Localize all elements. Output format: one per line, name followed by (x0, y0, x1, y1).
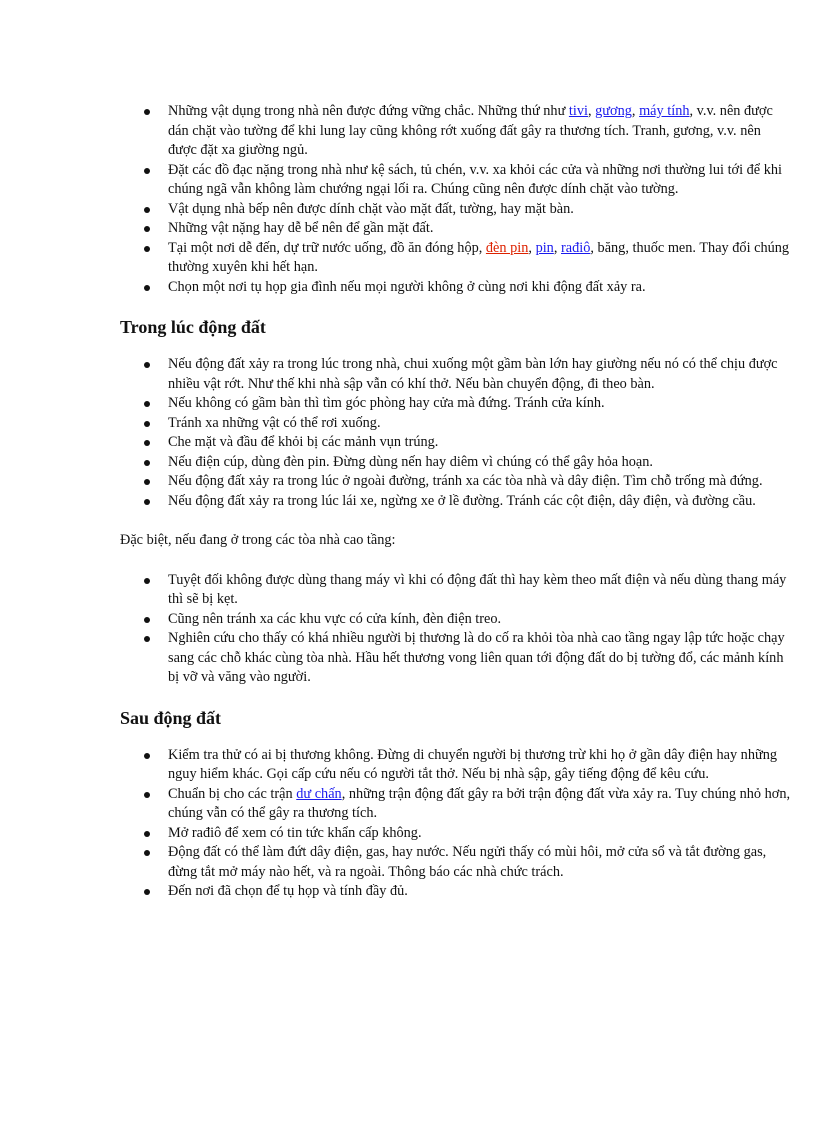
item-text: Nghiên cứu cho thấy có khá nhiều người bị thương là do cố ra khỏi tòa nhà cao tầng ngay lập tức hoặc chạy sang các chỗ khác cùng tòa nhà. Hầu hết thương vong liên quan tới động đất do bị tường đổ, các mảnh kính bị vỡ và văng vào người. (168, 630, 785, 685)
list-item (168, 843, 792, 882)
item-text: Nếu động đất xảy ra trong lúc ở ngoài đường, tránh xa các tòa nhà và dây điện. Tìm chỗ trống mà đứng. (168, 473, 763, 489)
list-item (168, 394, 792, 414)
bullet-icon (144, 617, 150, 623)
item-text: Đặt các đồ đạc nặng trong nhà như kệ sách, tủ chén, v.v. xa khỏi các cửa và những nơi thường lui tới để khi chúng ngã vẫn không làm chướng ngại lối ra. Chúng cũng nên được dính chặt vào tường. (168, 161, 782, 197)
item-text: Kiểm tra thử có ai bị thương không. Đừng di chuyển người bị thương trừ khi họ ở gần dây điện hay những nguy hiểm khác. Gọi cấp cứu nếu có người tắt thở. Nếu bị nhà sập, gây tiếng động để kêu cứu. (168, 746, 778, 782)
item-text: , (587, 103, 596, 119)
link-guong[interactable]: gương (595, 103, 632, 119)
list-item (168, 746, 792, 785)
item-text: Những vật dụng trong nhà nên được đứng vững chắc. Những thứ như (168, 103, 569, 119)
item-text: Nếu động đất xảy ra trong lúc trong nhà, chui xuống một gầm bàn lớn hay giường nếu nó có thể chịu được nhiều vật rớt. Như thế khi nhà sập vẫn có khí thở. Nếu bàn chuyển động, đi theo bàn. (168, 356, 778, 392)
item-text: Mở rađiô để xem có tin tức khẩn cấp không. (168, 824, 422, 841)
link-pin[interactable]: pin (535, 239, 554, 256)
preparation-list (120, 102, 792, 297)
bullet-icon (144, 440, 150, 446)
item-text: , băng, thuốc men. Thay đổi chúng thường xuyên khi hết hạn. (168, 239, 790, 275)
during-list (120, 355, 792, 511)
after-list (120, 746, 792, 902)
bullet-icon (144, 226, 150, 232)
bullet-icon (144, 792, 150, 798)
link-den-pin[interactable]: đèn pin (485, 239, 529, 256)
list-item (168, 355, 792, 394)
list-item (168, 219, 792, 239)
list-item (168, 433, 792, 453)
item-text: Động đất có thể làm đứt dây điện, gas, hay nước. Nếu ngửi thấy có mùi hôi, mở cửa sổ và tắt đường gas, đừng tắt mở máy nào hết, và ra ngoài. Thông báo các nhà chức trách. (168, 844, 767, 880)
item-text: Che mặt và đầu để khỏi bị các mảnh vụn trúng. (168, 434, 439, 450)
special-list (120, 571, 792, 688)
item-text: Cũng nên tránh xa các khu vực có cửa kính, đèn điện treo. (168, 610, 502, 627)
item-text: Nếu điện cúp, dùng đèn pin. Đừng dùng nến hay diêm vì chúng có thể gây hỏa hoạn. (168, 453, 653, 470)
list-item (168, 102, 792, 161)
bullet-icon (144, 285, 150, 291)
item-text: Chọn một nơi tụ họp gia đình nếu mọi người không ở cùng nơi khi động đất xảy ra. (168, 278, 646, 295)
bullet-icon (144, 401, 150, 407)
bullet-icon (144, 460, 150, 466)
item-text: Nếu động đất xảy ra trong lúc lái xe, ngừng xe ở lề đường. Tránh các cột điện, dây điện, và đường cầu. (168, 492, 756, 509)
list-item (168, 610, 792, 630)
list-item (168, 629, 792, 688)
list-item (168, 492, 792, 512)
item-text: Tuyệt đối không được dùng thang máy vì khi có động đất thì hay kèm theo mất điện và nếu dùng thang máy thì sẽ bị kẹt. (168, 571, 787, 607)
bullet-icon (144, 831, 150, 837)
bullet-icon (144, 753, 150, 759)
link-radio[interactable]: rađiô (561, 239, 591, 256)
list-item (168, 200, 792, 220)
bullet-icon (144, 636, 150, 642)
item-text: Những vật nặng hay dễ bể nên để gần mặt đất. (168, 220, 434, 236)
bullet-icon (144, 889, 150, 895)
heading-during: Trong lúc động đất (120, 317, 266, 337)
link-may-tinh[interactable]: máy tính (639, 103, 690, 119)
bullet-icon (144, 207, 150, 213)
list-item (168, 882, 792, 902)
bullet-icon (144, 362, 150, 368)
item-text: Chuẩn bị cho các trận (168, 785, 297, 802)
list-item (168, 414, 792, 434)
item-text: Đến nơi đã chọn để tụ họp và tính đầy đủ. (168, 883, 408, 899)
bullet-icon (144, 168, 150, 174)
item-text: Tránh xa những vật có thể rơi xuống. (168, 414, 381, 431)
list-item (168, 472, 792, 492)
bullet-icon (144, 578, 150, 584)
heading-after: Sau động đất (120, 707, 222, 728)
bullet-icon (144, 109, 150, 115)
list-item (168, 824, 792, 844)
item-text: , v.v. nên được dán chặt vào tường để khi lung lay cũng không rớt xuống đất gây ra thương tích. Tranh, gương, v.v. nên được đặt xa giường ngủ. (168, 103, 773, 158)
list-item (168, 453, 792, 473)
item-text: , (631, 103, 640, 119)
item-text: , (528, 239, 536, 256)
list-item (168, 571, 792, 610)
bullet-icon (144, 421, 150, 427)
list-item (168, 161, 792, 200)
item-text: Nếu không có gầm bàn thì tìm góc phòng hay cửa mà đứng. Tránh cửa kính. (168, 395, 605, 411)
item-text: , những trận động đất gây ra bởi trận động đất vừa xảy ra. Tuy chúng nhỏ hơn, chúng vẫn có thể gây ra thương tích. (168, 785, 791, 821)
bullet-icon (144, 850, 150, 856)
item-text: Tại một nơi dễ đến, dự trữ nước uống, đồ ăn đóng hộp, (168, 239, 486, 256)
special-paragraph: Đặc biệt, nếu đang ở trong các tòa nhà cao tầng: (120, 532, 396, 548)
item-text: Vật dụng nhà bếp nên được dính chặt vào mặt đất, tường, hay mặt bàn. (168, 200, 574, 217)
list-item (168, 785, 792, 824)
link-tivi[interactable]: tivi (568, 103, 588, 119)
list-item (168, 278, 792, 298)
bullet-icon (144, 246, 150, 252)
item-text: , (553, 239, 561, 256)
list-item (168, 239, 792, 278)
bullet-icon (144, 499, 150, 505)
link-du-chan[interactable]: dư chấn (296, 785, 342, 802)
document-body (120, 102, 792, 902)
bullet-icon (144, 479, 150, 485)
